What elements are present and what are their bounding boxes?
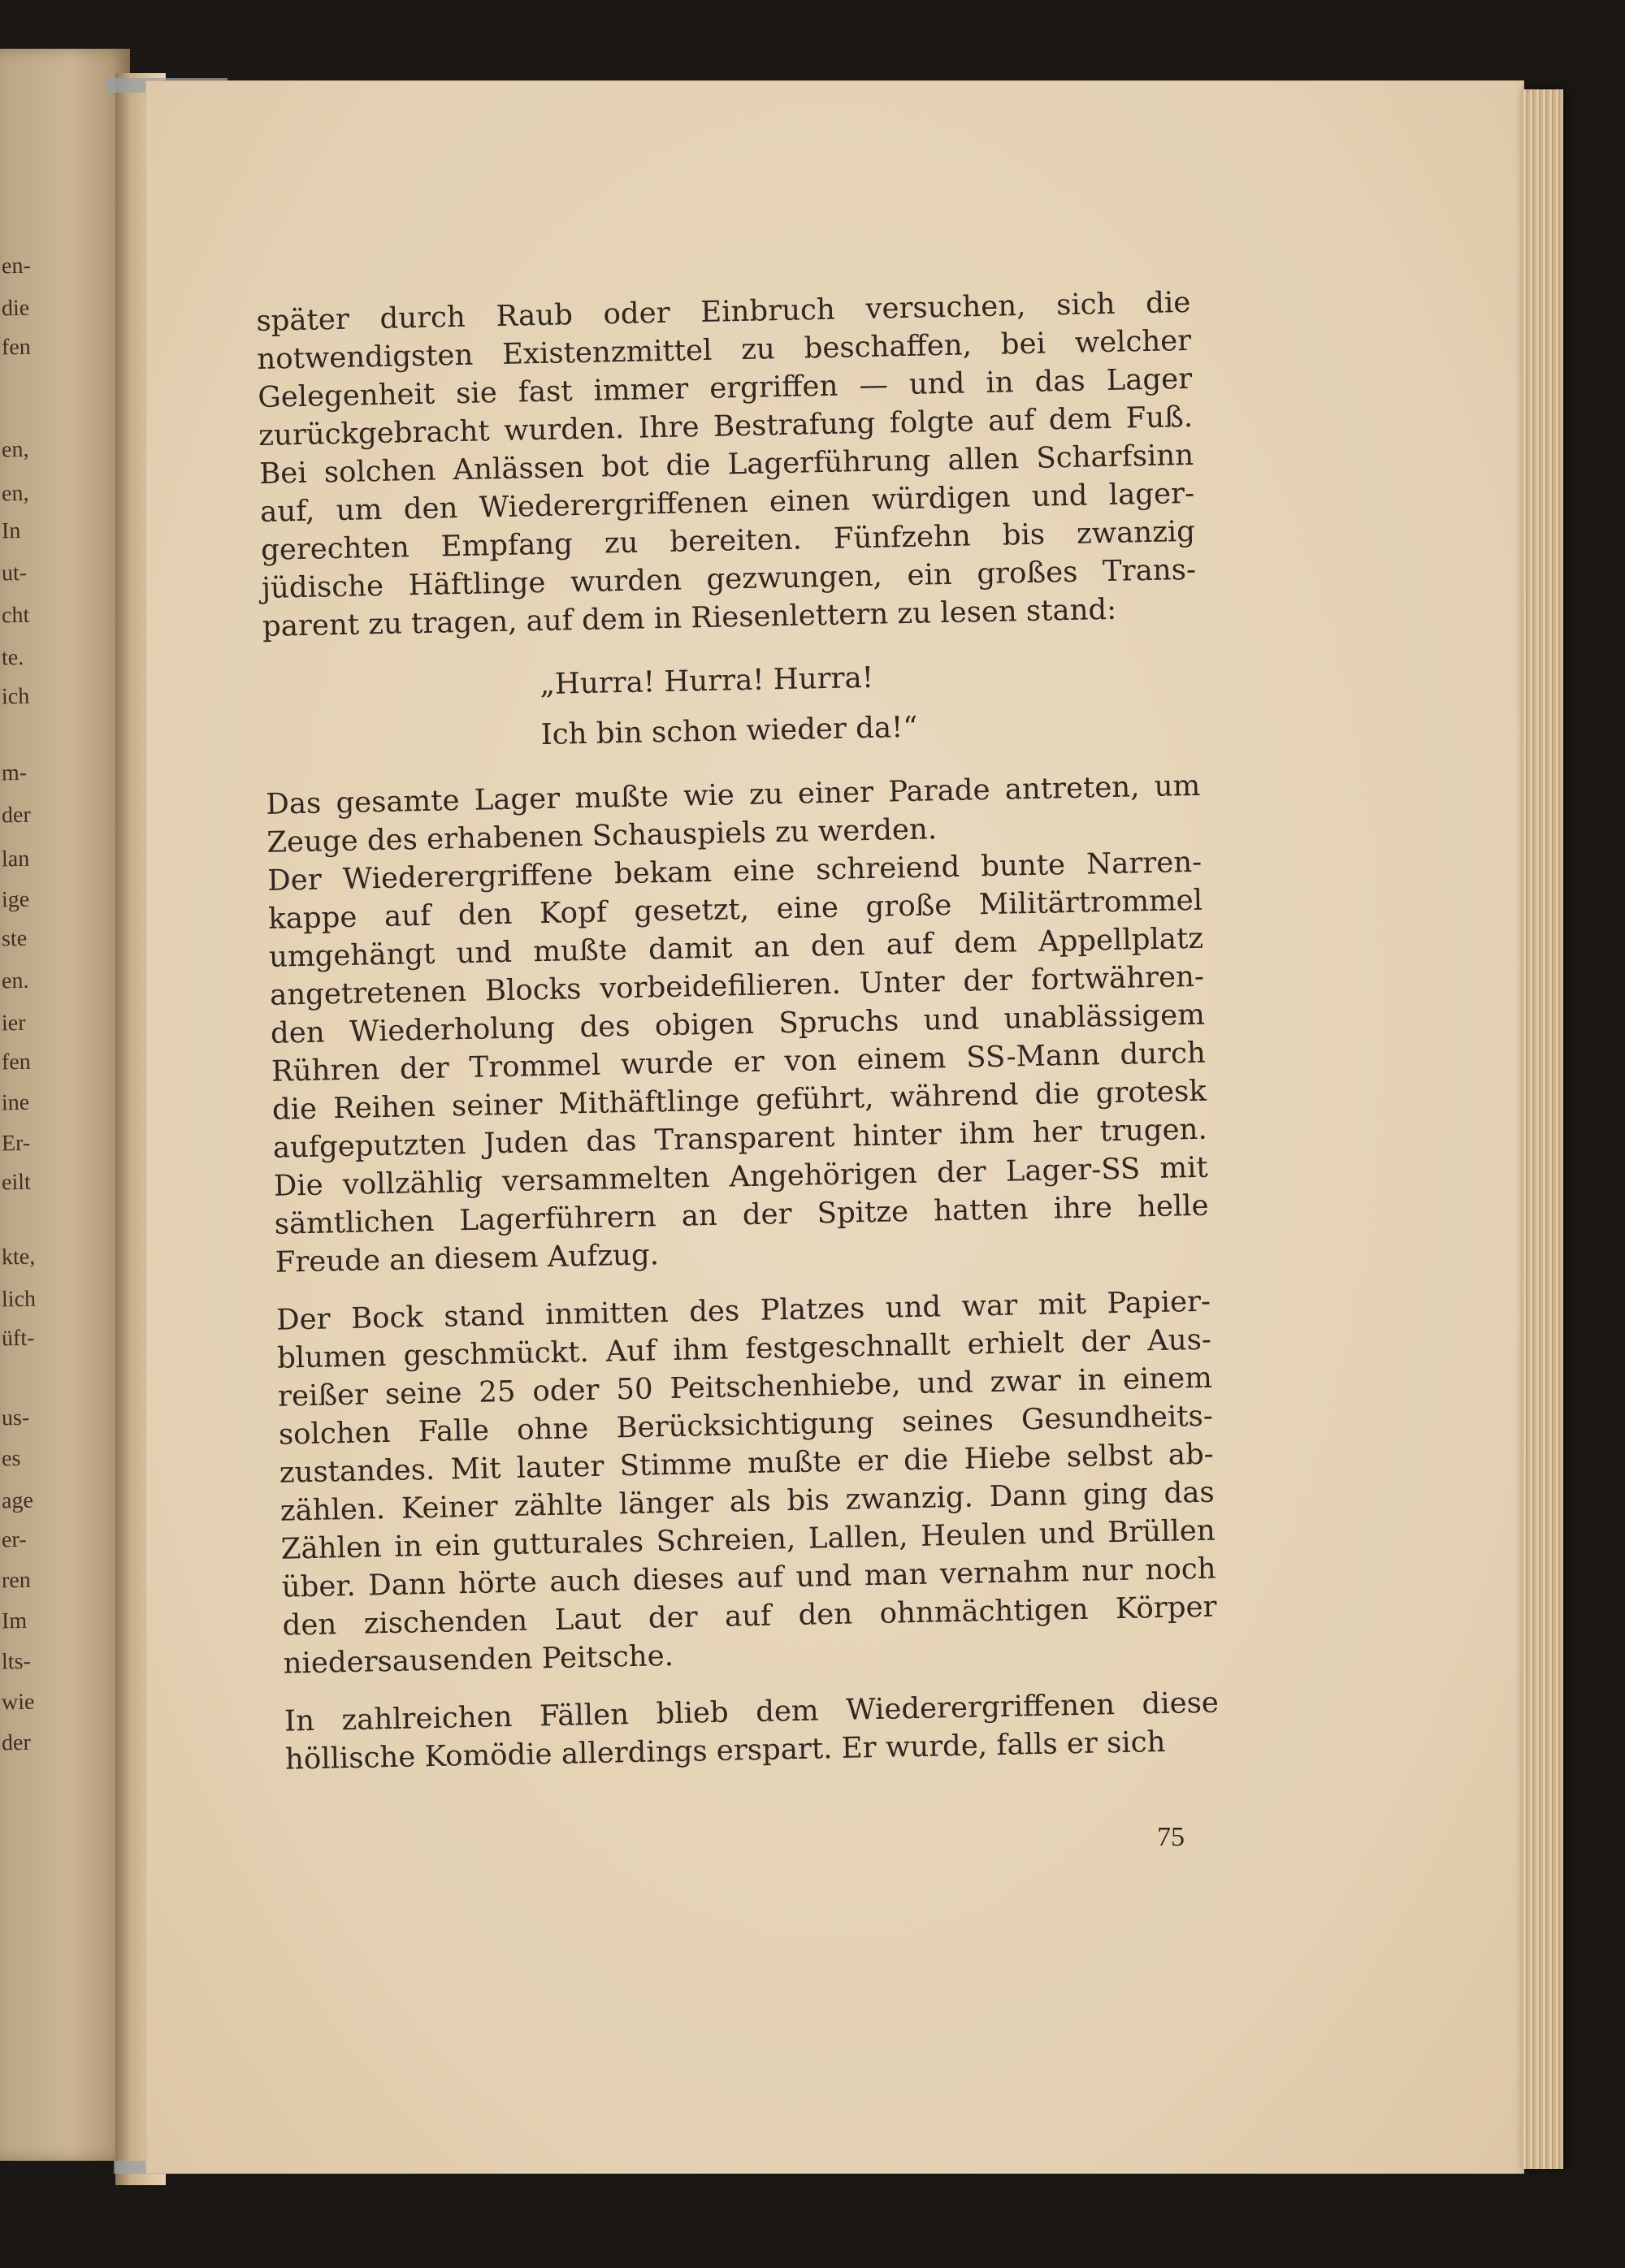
left-page-fragment: ste bbox=[1, 925, 28, 952]
left-page-fragment: wie bbox=[1, 1689, 35, 1716]
left-page-fragment: lts- bbox=[1, 1648, 32, 1675]
text-line: zählen. Keiner zählte länger als bis zwanzig. Dann ging das bbox=[280, 1475, 1216, 1528]
text-line: Der Bock stand inmitten des Platzes und war mit Papier- bbox=[275, 1284, 1211, 1337]
left-page-fragment: fen bbox=[1, 334, 32, 361]
text-line: Der Wiederergriffene bekam eine schreiend bunte Narren- bbox=[266, 845, 1202, 898]
left-page-fragment: te. bbox=[1, 644, 24, 671]
text-line: den zischenden Laut der auf den ohnmächtigen Körper bbox=[282, 1590, 1217, 1643]
left-page-fragment: üft- bbox=[1, 1325, 35, 1352]
text-line: kappe auf den Kopf gesetzt, eine große Militärtrommel bbox=[267, 883, 1203, 936]
left-page-fragment: en, bbox=[1, 436, 29, 463]
text-line: Gelegenheit sie fast immer ergriffen — und in das Lager bbox=[257, 361, 1193, 414]
text-line: solchen Falle ohne Berücksichtigung seines Gesundheits- bbox=[278, 1399, 1214, 1452]
left-page-fragment: cht bbox=[1, 602, 30, 629]
left-page-fragment: Er- bbox=[1, 1130, 31, 1157]
paragraph bbox=[267, 843, 1210, 1282]
left-page-fragment: en- bbox=[1, 253, 32, 279]
text-line: sämtlichen Lagerführern an der Spitze hatten ihre helle bbox=[274, 1188, 1209, 1241]
text-line: Bei solchen Anlässen bot die Lagerführung allen Scharfsinn bbox=[258, 438, 1194, 491]
text-line: parent zu tragen, auf dem in Riesenlettern zu lesen stand: bbox=[262, 592, 1117, 643]
verse-quote bbox=[263, 647, 1199, 766]
left-page-fragment: en, bbox=[1, 480, 29, 507]
left-page-fragment: lan bbox=[1, 846, 30, 872]
left-page-fragment: ich bbox=[1, 683, 30, 710]
left-page-fragment: ren bbox=[1, 1567, 32, 1594]
text-line: angetretenen Blocks vorbeidefilieren. Unter der fortwähren- bbox=[269, 959, 1205, 1012]
text-line: über. Dann hörte auch dieses auf und man vernahm nur noch bbox=[281, 1552, 1216, 1604]
left-page-fragment: der bbox=[1, 1729, 32, 1756]
text-line: gerechten Empfang zu bereiten. Fünfzehn bis zwanzig bbox=[260, 514, 1196, 567]
text-line: „Hurra! Hurra! Hurra! bbox=[540, 660, 874, 702]
paragraph bbox=[256, 284, 1197, 646]
text-line: notwendigsten Existenzmittel zu beschaffen, bei welcher bbox=[257, 323, 1192, 376]
text-line: jüdische Häftlinge wurden gezwungen, ein großes Trans- bbox=[261, 552, 1197, 605]
left-page-fragment: m- bbox=[1, 760, 28, 786]
text-line: die Reihen seiner Mithäftlinge geführt, während die grotesk bbox=[271, 1074, 1207, 1127]
left-page-fragment: ige bbox=[1, 886, 30, 913]
text-line: Das gesamte Lager mußte wie zu einer Parade antreten, um bbox=[266, 768, 1201, 821]
left-page-fragment: en. bbox=[1, 967, 29, 994]
page-block-edges bbox=[1521, 89, 1563, 2169]
left-page-fragment: fen bbox=[1, 1049, 32, 1076]
left-page-fragment: der bbox=[1, 802, 32, 829]
left-page-fragment: die bbox=[1, 295, 30, 322]
text-line: höllische Komödie allerdings erspart. Er wurde, falls er sich bbox=[284, 1725, 1166, 1777]
left-page-fragment: kte, bbox=[1, 1244, 36, 1270]
left-page-fragment: ut- bbox=[1, 560, 28, 586]
left-page-fragment: ine bbox=[1, 1089, 30, 1116]
text-line: blumen geschmückt. Auf ihm festgeschnallt erhielt der Aus- bbox=[276, 1322, 1212, 1375]
text-line: Ich bin schon wieder da!“ bbox=[540, 710, 918, 752]
text-line: umgehängt und mußte damit an den auf dem Appellplatz bbox=[268, 921, 1204, 974]
left-page-fragment: er- bbox=[1, 1526, 27, 1553]
text-line: Die vollzählig versammelten Angehörigen der Lager-SS mit bbox=[273, 1150, 1209, 1203]
text-line: Zeuge des erhabenen Schauspiels zu werden. bbox=[266, 812, 938, 859]
page-number: 75 bbox=[1157, 1822, 1185, 1852]
text-line: später durch Raub oder Einbruch versuchen, sich die bbox=[256, 285, 1191, 338]
left-page-fragment: age bbox=[1, 1487, 34, 1514]
text-line: reißer seine 25 oder 50 Peitschenhiebe, und zwar in einem bbox=[277, 1361, 1213, 1413]
text-line: auf, um den Wiederergriffenen einen würdigen und lager- bbox=[259, 476, 1195, 529]
left-page-fragment: lich bbox=[1, 1286, 37, 1313]
text-line: Freude an diesem Aufzug. bbox=[275, 1238, 660, 1279]
left-page-fragment: es bbox=[1, 1445, 21, 1472]
left-page-fragment: In bbox=[1, 517, 21, 544]
left-page-fragment: us- bbox=[1, 1405, 30, 1431]
text-line: Rühren der Trommel wurde er von einem SS-Mann durch bbox=[271, 1036, 1207, 1089]
left-page-fragment: ier bbox=[1, 1010, 26, 1037]
text-line: zustandes. Mit lauter Stimme mußte er die Hiebe selbst ab- bbox=[279, 1437, 1215, 1490]
text-line: Zählen in ein gutturales Schreien, Lallen, Heulen und Brüllen bbox=[280, 1513, 1216, 1566]
text-line: aufgeputzten Juden das Transparent hinter ihm her trugen. bbox=[272, 1112, 1208, 1165]
previous-page-edge bbox=[0, 49, 130, 2161]
page-body-text bbox=[256, 284, 1220, 1779]
text-line: den Wiederholung des obigen Spruchs und unablässigem bbox=[270, 998, 1206, 1050]
left-page-fragment: Im bbox=[1, 1608, 28, 1634]
text-line: In zahlreichen Fällen blieb dem Wiederergriffenen diese bbox=[284, 1686, 1220, 1738]
text-line: niedersausenden Peitsche. bbox=[283, 1639, 674, 1681]
paragraph bbox=[276, 1283, 1218, 1683]
left-page-fragment: eilt bbox=[1, 1169, 32, 1196]
text-line: zurückgebracht wurden. Ihre Bestrafung folgte auf dem Fuß. bbox=[258, 400, 1194, 452]
